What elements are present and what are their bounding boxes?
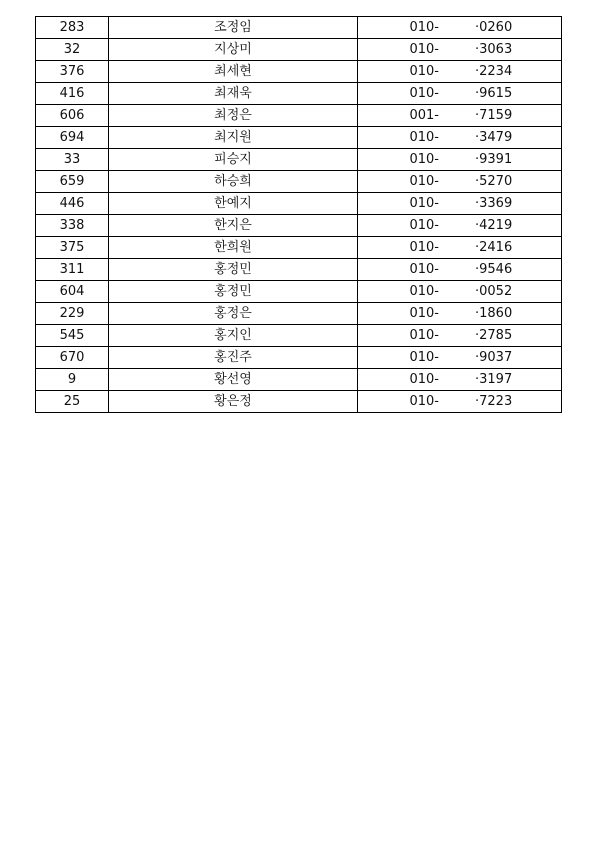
id-cell: 659 — [36, 171, 109, 193]
table-row — [36, 83, 562, 105]
id-cell: 446 — [36, 193, 109, 215]
name-cell: 홍진주 — [109, 347, 358, 369]
phone-suffix-cell: ·9546 — [475, 259, 562, 281]
name-cell: 조정임 — [109, 17, 358, 39]
id-cell: 670 — [36, 347, 109, 369]
table-row — [36, 105, 562, 127]
name-cell: 홍지인 — [109, 325, 358, 347]
phone-suffix-cell: ·3369 — [475, 193, 562, 215]
redaction-gap — [439, 215, 475, 237]
roster-table-body — [36, 17, 562, 413]
phone-suffix-cell: ·2234 — [475, 61, 562, 83]
phone-suffix-cell: ·3479 — [475, 127, 562, 149]
id-cell: 416 — [36, 83, 109, 105]
table-row — [36, 127, 562, 149]
table-row — [36, 325, 562, 347]
phone-suffix-cell: ·9391 — [475, 149, 562, 171]
table-row — [36, 149, 562, 171]
id-cell: 604 — [36, 281, 109, 303]
name-cell: 최지원 — [109, 127, 358, 149]
phone-prefix-cell: 010- — [358, 39, 440, 61]
id-cell: 33 — [36, 149, 109, 171]
redaction-gap — [439, 281, 475, 303]
redaction-gap — [439, 105, 475, 127]
phone-prefix-cell: 010- — [358, 369, 440, 391]
redaction-gap — [439, 39, 475, 61]
redaction-gap — [439, 17, 475, 39]
phone-suffix-cell: ·9037 — [475, 347, 562, 369]
phone-suffix-cell: ·7223 — [475, 391, 562, 413]
table-row — [36, 215, 562, 237]
phone-prefix-cell: 010- — [358, 171, 440, 193]
redaction-gap — [439, 347, 475, 369]
redaction-gap — [439, 83, 475, 105]
phone-prefix-cell: 010- — [358, 215, 440, 237]
redaction-gap — [439, 149, 475, 171]
redaction-gap — [439, 391, 475, 413]
id-cell: 311 — [36, 259, 109, 281]
phone-prefix-cell: 010- — [358, 193, 440, 215]
redaction-gap — [439, 369, 475, 391]
name-cell: 지상미 — [109, 39, 358, 61]
id-cell: 9 — [36, 369, 109, 391]
phone-suffix-cell: ·7159 — [475, 105, 562, 127]
phone-suffix-cell: ·0052 — [475, 281, 562, 303]
table-row — [36, 17, 562, 39]
name-cell: 홍정은 — [109, 303, 358, 325]
phone-suffix-cell: ·3063 — [475, 39, 562, 61]
table-row — [36, 281, 562, 303]
phone-suffix-cell: ·9615 — [475, 83, 562, 105]
phone-prefix-cell: 010- — [358, 127, 440, 149]
id-cell: 606 — [36, 105, 109, 127]
redaction-gap — [439, 193, 475, 215]
table-row — [36, 39, 562, 61]
table-row — [36, 171, 562, 193]
name-cell: 최재욱 — [109, 83, 358, 105]
redaction-gap — [439, 61, 475, 83]
id-cell: 283 — [36, 17, 109, 39]
phone-suffix-cell: ·2785 — [475, 325, 562, 347]
name-cell: 최세현 — [109, 61, 358, 83]
table-row — [36, 369, 562, 391]
table-row — [36, 303, 562, 325]
phone-prefix-cell: 010- — [358, 325, 440, 347]
name-cell: 한예지 — [109, 193, 358, 215]
roster-table — [35, 16, 562, 413]
phone-prefix-cell: 010- — [358, 237, 440, 259]
id-cell: 545 — [36, 325, 109, 347]
phone-suffix-cell: ·2416 — [475, 237, 562, 259]
phone-prefix-cell: 010- — [358, 17, 440, 39]
name-cell: 한지은 — [109, 215, 358, 237]
phone-prefix-cell: 010- — [358, 259, 440, 281]
id-cell: 375 — [36, 237, 109, 259]
table-row — [36, 193, 562, 215]
name-cell: 황선영 — [109, 369, 358, 391]
table-row — [36, 259, 562, 281]
name-cell: 황은정 — [109, 391, 358, 413]
phone-prefix-cell: 010- — [358, 303, 440, 325]
phone-suffix-cell: ·5270 — [475, 171, 562, 193]
redaction-gap — [439, 237, 475, 259]
redaction-gap — [439, 325, 475, 347]
phone-prefix-cell: 010- — [358, 61, 440, 83]
phone-prefix-cell: 001- — [358, 105, 440, 127]
phone-suffix-cell: ·4219 — [475, 215, 562, 237]
table-row — [36, 237, 562, 259]
id-cell: 338 — [36, 215, 109, 237]
name-cell: 한희원 — [109, 237, 358, 259]
phone-prefix-cell: 010- — [358, 281, 440, 303]
phone-suffix-cell: ·3197 — [475, 369, 562, 391]
phone-prefix-cell: 010- — [358, 347, 440, 369]
phone-suffix-cell: ·0260 — [475, 17, 562, 39]
id-cell: 32 — [36, 39, 109, 61]
table-row — [36, 391, 562, 413]
redaction-gap — [439, 127, 475, 149]
name-cell: 피승지 — [109, 149, 358, 171]
id-cell: 694 — [36, 127, 109, 149]
table-row — [36, 61, 562, 83]
redaction-gap — [439, 303, 475, 325]
name-cell: 최정은 — [109, 105, 358, 127]
table-row — [36, 347, 562, 369]
name-cell: 홍정민 — [109, 281, 358, 303]
name-cell: 홍정민 — [109, 259, 358, 281]
redaction-gap — [439, 171, 475, 193]
phone-prefix-cell: 010- — [358, 83, 440, 105]
id-cell: 229 — [36, 303, 109, 325]
id-cell: 25 — [36, 391, 109, 413]
name-cell: 하승희 — [109, 171, 358, 193]
phone-suffix-cell: ·1860 — [475, 303, 562, 325]
redaction-gap — [439, 259, 475, 281]
id-cell: 376 — [36, 61, 109, 83]
phone-prefix-cell: 010- — [358, 149, 440, 171]
phone-prefix-cell: 010- — [358, 391, 440, 413]
